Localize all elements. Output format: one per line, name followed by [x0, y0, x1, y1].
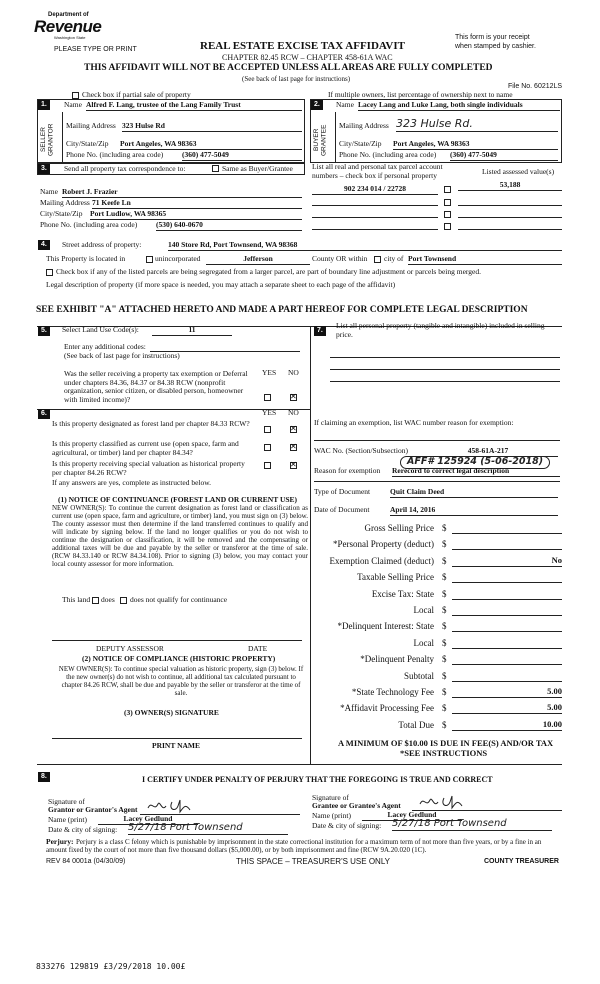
buyer-phone-label: Phone No. (including area code) [339, 150, 437, 159]
correspondence-label: Send all property tax correspondence to: [64, 164, 186, 173]
same-as-buyer-label: Same as Buyer/Grantee [222, 164, 293, 173]
dollar-sign: $ [442, 539, 447, 549]
sec5-yes: YES [262, 368, 277, 377]
amount-label: *Affidavit Processing Fee [340, 703, 434, 713]
corr-mailing-label: Mailing Address [40, 198, 90, 207]
amount-value[interactable] [452, 671, 562, 682]
receipt-note-1: This form is your receipt [455, 34, 530, 41]
seller-grantor-side: SELLER GRANTOR [40, 123, 55, 157]
amount-value[interactable] [452, 638, 562, 649]
amount-value[interactable]: No [452, 556, 562, 567]
corr-phone[interactable]: (530) 640-0670 [156, 221, 302, 231]
grantor-sig-label-2: Grantor or Grantor's Agent [48, 805, 138, 814]
corr-city[interactable]: Port Ludlow, WA 98365 [90, 210, 302, 220]
logo-main: Revenue [34, 17, 102, 36]
grantor-name[interactable]: Lacey Gedlund [98, 815, 198, 825]
forest-yes-checkbox[interactable] [264, 426, 271, 433]
seller-name-label: Name [64, 100, 82, 109]
does-not-label: does not qualify for continuance [130, 595, 228, 604]
dollar-sign: $ [442, 523, 447, 533]
aff-number-note: AFF# 125924 (5-06-2018) [400, 456, 550, 469]
seller-phone[interactable]: (360) 477-5049 [182, 151, 302, 161]
form-chapter: CHAPTER 82.45 RCW – CHAPTER 458-61A WAC [222, 53, 393, 62]
amount-value[interactable]: 10.00 [452, 720, 562, 731]
corr-mailing[interactable]: 71 Keefe Ln [92, 199, 302, 209]
print-name-label: PRINT NAME [152, 741, 200, 750]
amount-value[interactable] [452, 572, 562, 583]
see-back-note: (See back of last page for instructions) [242, 75, 351, 83]
buyer-city[interactable]: Port Angeles, WA 98363 [393, 140, 558, 150]
perjury-label: Perjury: [46, 837, 74, 846]
does-label: does [101, 595, 115, 604]
grantor-signature[interactable] [146, 796, 196, 816]
amount-label: Taxable Selling Price [357, 572, 434, 582]
historic-question: Is this property receiving special valuation as historical property per chapter 84.26 RCW? [52, 459, 245, 477]
land-use-label: Select Land Use Code(s): [62, 325, 139, 334]
section-2-number: 2. [311, 100, 323, 110]
dollar-sign: $ [442, 621, 447, 631]
amount-label: Exemption Claimed (deduct) [329, 556, 434, 566]
this-land-label: This land [62, 595, 91, 604]
exemption-question: If claiming an exemption, list WAC number reason for exemption: [314, 418, 514, 427]
doc-type-label: Type of Document [314, 487, 371, 496]
corr-city-label: City/State/Zip [40, 209, 83, 218]
please-type: PLEASE TYPE OR PRINT [54, 46, 137, 53]
deputy-date-label: DATE [248, 644, 268, 653]
if-yes-note: If any answers are yes, complete as instructed below. [52, 478, 212, 487]
section-8-number: 8. [38, 772, 50, 782]
parcel-1-personal-checkbox[interactable] [444, 186, 451, 193]
section-4-number: 4. [38, 240, 50, 250]
additional-codes-label: Enter any additional codes: [64, 342, 146, 351]
dollar-sign: $ [442, 720, 447, 730]
seller-phone-label: Phone No. (including area code) [66, 150, 164, 159]
parcel-number-1[interactable]: 902 234 014 / 22728 [312, 185, 438, 195]
buyer-mailing-label: Mailing Address [339, 121, 389, 130]
section-5-number: 5. [38, 326, 50, 336]
grantee-signature[interactable] [418, 792, 468, 812]
city-of-label: city of [384, 254, 404, 263]
corr-phone-label: Phone No. (including area code) [40, 220, 138, 229]
grantor-date-label: Date & city of signing: [48, 825, 118, 834]
historic-yes-checkbox[interactable] [264, 462, 271, 469]
land-use-code[interactable]: 11 [152, 326, 232, 336]
grantor-name-label: Name (print) [48, 815, 87, 824]
segregated-label: Check box if any of the listed parcels are being segregated from a larger parcel, are part of boundary line adjustment or parcels being merged. [56, 267, 481, 276]
grantee-name[interactable]: Lacey Gedlund [362, 811, 462, 821]
segregated-checkbox[interactable] [46, 269, 53, 276]
section-3-number: 3. [38, 164, 50, 174]
corr-name[interactable]: Robert J. Frazier [62, 188, 302, 198]
form-warning: THIS AFFIDAVIT WILL NOT BE ACCEPTED UNLESS ALL AREAS ARE FULLY COMPLETED [84, 63, 493, 73]
current-use-question: Is this property classified as current use (open space, farm and agricultural, or timber) land per chapter 84.34? [52, 439, 239, 457]
sec6-yes: YES [262, 408, 277, 417]
buyer-phone[interactable]: (360) 477-5049 [450, 151, 558, 161]
county-or-label: County OR within [312, 254, 368, 263]
wac-number[interactable]: 458-61A-217 [418, 447, 558, 457]
county-treasurer: COUNTY TREASURER [484, 858, 559, 865]
grantee-date-city[interactable]: 5/27/18 Port Townsend [392, 818, 552, 831]
amount-label: Local [413, 638, 434, 648]
assessed-value-1[interactable]: 53,188 [458, 181, 562, 191]
partial-sale-checkbox[interactable] [72, 92, 79, 99]
partial-sale-label: Check box if partial sale of property [82, 90, 191, 99]
deferral-no-checkbox[interactable] [290, 394, 297, 401]
amount-label: Total Due [398, 720, 434, 730]
grantee-sig-label-1: Signature of [312, 793, 349, 802]
dollar-sign: $ [442, 589, 447, 599]
street-label: Street address of property: [62, 240, 142, 249]
located-label: This Property is located in [46, 254, 126, 263]
notice1-text: NEW OWNER(S): To continue the current designation as forest land or classification as current use (open space, farm and agriculture, or timber) land, you must sign on (3) below. The county assessor must then determine if the land transferred continues to qualify and will indicate by signing below. If the land no longer qualifies or you do not wish to continue the designation or classification, it will be removed and the compensating or additional taxes will be due and payable by the seller or transferor at the time of sale. (RCW 84.33.140 or RCW 84.34.108). Prior to signing (3) below, you may contact your local county assessor for more information. [52, 504, 308, 569]
grantee-date-label: Date & city of signing: [312, 821, 382, 830]
historic-no-checkbox[interactable] [290, 462, 297, 469]
treasurer-use-only: THIS SPACE – TREASURER'S USE ONLY [236, 857, 391, 866]
seller-city-label: City/State/Zip [66, 139, 109, 148]
multiple-owners-note: If multiple owners, list percentage of ownership next to name [328, 90, 513, 99]
receipt-stamp: 833276 129819 £3/29/2018 10.00£ [36, 962, 186, 971]
dollar-sign: $ [442, 572, 447, 582]
notice2-text: NEW OWNER(S): To continue special valuation as historic property, sign (3) below. If the new owner(s) do not wish to continue, all additional tax calculated pursuant to chapter 84.26 RCW, shall be due and payable by the seller or transferor at the time of sale. [58, 665, 304, 698]
dollar-sign: $ [442, 638, 447, 648]
amount-label: Gross Selling Price [364, 523, 434, 533]
deputy-assessor-label: DEPUTY ASSESSOR [96, 644, 164, 653]
exemption-reason[interactable]: Rerecord to correct legal description [392, 467, 560, 477]
form-revision: REV 84 0001a (04/30/09) [46, 858, 126, 865]
logo-top: Department of [48, 12, 89, 18]
logo-sub: Washington State [54, 35, 86, 40]
perjury-text: Perjury is a class C felony which is punishable by imprisonment in the state correctional institution for a maximum term of not more than five years, or by a fine in an amount fixed by the court of not more than five thousand dollars ($5,000.00), or by both imprisonment and fine (RCW 9A.20.020 (1C). [46, 838, 542, 855]
deferral-yes-checkbox[interactable] [264, 394, 271, 401]
amount-label: *State Technology Fee [351, 687, 434, 697]
deferral-question: Was the seller receiving a property tax exemption or Deferral under chapters 84.36, 84.37 or 84.38 RCW (nonprofit organization, senior citizen, or disabled person, homeowner with limited income)? [64, 369, 248, 404]
same-as-buyer-checkbox[interactable] [212, 165, 219, 172]
amount-value[interactable] [452, 589, 562, 600]
sec5-no: NO [288, 368, 299, 377]
receipt-note-2: when stamped by cashier. [455, 43, 536, 50]
unincorporated-checkbox[interactable] [146, 256, 153, 263]
city-checkbox[interactable] [374, 256, 381, 263]
does-checkbox[interactable] [92, 597, 99, 604]
amount-label: *Delinquent Penalty [360, 654, 434, 664]
buyer-city-label: City/State/Zip [339, 139, 382, 148]
section-1-number: 1. [38, 100, 50, 110]
section-7-number: 7. [314, 326, 326, 336]
amount-label: Subtotal [403, 671, 434, 681]
dollar-sign: $ [442, 605, 447, 615]
wac-label: WAC No. (Section/Subsection) [314, 446, 408, 455]
seller-city[interactable]: Port Angeles, WA 98363 [120, 140, 302, 150]
corr-name-label: Name [40, 187, 58, 196]
seller-mailing-label: Mailing Address [66, 121, 116, 130]
assessed-header: Listed assessed value(s) [482, 167, 555, 176]
dollar-sign: $ [442, 654, 447, 664]
amount-value[interactable]: 5.00 [452, 703, 562, 714]
sec6-no: NO [288, 408, 299, 417]
codes-see-back: (See back of last page for instructions) [64, 351, 180, 360]
amount-value[interactable] [452, 621, 562, 632]
seller-name[interactable]: Alfred F. Lang, trustee of the Lang Family Trust [86, 101, 302, 111]
buyer-mailing[interactable]: 323 Hulse Rd. [396, 118, 558, 132]
see-instructions: *SEE INSTRUCTIONS [400, 748, 488, 758]
property-street[interactable]: 140 Store Rd, Port Townsend, WA 98368 [168, 241, 562, 251]
buyer-name[interactable]: Lacey Lang and Luke Lang, both single individuals [358, 101, 560, 111]
doc-date-label: Date of Document [314, 505, 370, 514]
unincorporated-label: unincorporated [155, 254, 201, 263]
grantor-sig-label-1: Signature of [48, 797, 85, 806]
grantor-date-city[interactable]: 5/27/18 Port Townsend [128, 822, 288, 835]
seller-mailing[interactable]: 323 Hulse Rd [122, 122, 302, 132]
grantee-name-label: Name (print) [312, 811, 351, 820]
section-6-number: 6. [38, 409, 50, 419]
exhibit-reference: SEE EXHIBIT "A" ATTACHED HERETO AND MADE A PART HEREOF FOR COMPLETE LEGAL DESCRIPTION [36, 305, 528, 315]
amount-label: *Delinquent Interest: State [337, 621, 434, 631]
reason-label: Reason for exemption [314, 466, 381, 475]
dollar-sign: $ [442, 556, 447, 566]
notice2-title: (2) NOTICE OF COMPLIANCE (HISTORIC PROPERTY) [82, 654, 276, 663]
forest-question: Is this property designated as forest land per chapter 84.33 RCW? [52, 419, 250, 428]
buyer-name-label: Name [336, 100, 354, 109]
amount-value[interactable] [452, 539, 562, 550]
certify-statement: I CERTIFY UNDER PENALTY OF PERJURY THAT THE FOREGOING IS TRUE AND CORRECT [142, 775, 493, 784]
dollar-sign: $ [442, 703, 447, 713]
dollar-sign: $ [442, 687, 447, 697]
buyer-grantee-side: BUYER GRANTEE [313, 124, 328, 156]
document-type[interactable]: Quit Claim Deed [390, 488, 558, 498]
notice1-title: (1) NOTICE OF CONTINUANCE (FOREST LAND OR CURRENT USE) [58, 495, 298, 504]
minimum-fee-note: A MINIMUM OF $10.00 IS DUE IN FEE(S) AND/OR TAX [338, 738, 554, 748]
dollar-sign: $ [442, 671, 447, 681]
amount-value[interactable] [452, 605, 562, 616]
amount-value[interactable] [452, 654, 562, 665]
personal-property-label: List all personal property (tangible and intangible) included in selling price. [336, 321, 545, 339]
form-title: REAL ESTATE EXCISE TAX AFFIDAVIT [200, 40, 405, 52]
does-not-checkbox[interactable] [120, 597, 127, 604]
grantee-sig-label-2: Grantee or Grantee's Agent [312, 801, 401, 810]
forest-no-checkbox[interactable] [290, 426, 297, 433]
amount-value[interactable]: 5.00 [452, 687, 562, 698]
owner-signature-label: (3) OWNER(S) SIGNATURE [124, 708, 219, 717]
property-county[interactable]: Jefferson [206, 255, 310, 265]
property-city[interactable]: Port Townsend [408, 255, 562, 265]
current-use-yes-checkbox[interactable] [264, 444, 271, 451]
amount-label: *Personal Property (deduct) [333, 539, 434, 549]
file-number: File No. 60212LS [508, 83, 563, 90]
amount-value[interactable] [452, 523, 562, 534]
amount-label: Excise Tax: State [371, 589, 434, 599]
amount-label: Local [413, 605, 434, 615]
current-use-no-checkbox[interactable] [290, 444, 297, 451]
legal-desc-label: Legal description of property (if more space is needed, you may attach a separate sheet to each page of the affidavit) [46, 280, 396, 289]
document-date[interactable]: April 14, 2016 [390, 506, 558, 516]
parcels-header: List all real and personal tax parcel account numbers – check box if personal property [312, 162, 443, 180]
